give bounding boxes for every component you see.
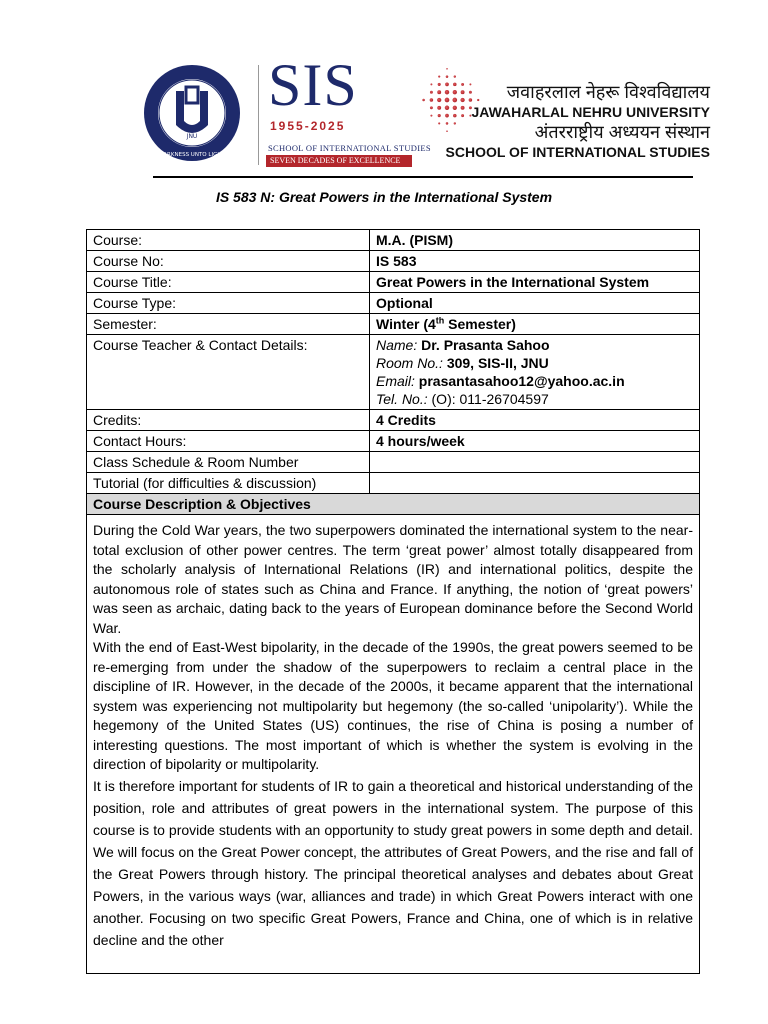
tel-value: (O): 011-26704597 xyxy=(431,391,549,407)
semester-value xyxy=(370,314,700,335)
description-text xyxy=(93,521,693,951)
school-name-hindi: अंतरराष्ट्रीय अध्ययन संस्थान xyxy=(534,122,710,142)
course-no-value: IS 583 xyxy=(370,251,700,272)
sis-school-name: SCHOOL OF INTERNATIONAL STUDIES xyxy=(268,143,431,153)
description-paragraph-2: With the end of East-West bipolarity, in the decade of the 1990s, the great powers seemed to be re-emerging from under the shadow of the superpowers to reclaim a central place in the discipline of IR. However, in the decade of the 2000s, it became apparent that the international system was experiencing not multipolarity but hegemony (the so-called ‘unipolarity’). While the hegemony of the United States (US) continues, the rise of China is posing a number of interesting questions. The most important of which is whether the system is evolving in the direction of bipolarity or multipolarity. xyxy=(93,639,693,772)
hours-value: 4 hours/week xyxy=(370,431,700,452)
table-row xyxy=(87,293,700,314)
svg-text:DARKNESS UNTO LIGHT: DARKNESS UNTO LIGHT xyxy=(159,152,225,158)
sis-tagline: SEVEN DECADES OF EXCELLENCE xyxy=(266,155,412,167)
name-label: Name: xyxy=(376,337,418,353)
table-row xyxy=(87,431,700,452)
table-row xyxy=(87,452,700,473)
room-label: Room No.: xyxy=(376,355,443,371)
hours-label: Contact Hours: xyxy=(87,431,370,452)
description-box xyxy=(86,509,700,974)
description-paragraph-1: During the Cold War years, the two superpowers dominated the international system to the near-total exclusion of other power centres. The term ‘great power’ almost totally disappeared from the scholarly analysis of International Relations (IR) and international politics, despite the autonomous role of states such as China and France. If anything, the notion of ‘great powers’ was seen as archaic, dating back to the years of European dominance before the Second World War. xyxy=(93,522,693,636)
sis-years: 1955-2025 xyxy=(270,119,346,133)
svg-text:JNU: JNU xyxy=(186,133,198,140)
schedule-label: Class Schedule & Room Number xyxy=(87,452,370,473)
teacher-name: Dr. Prasanta Sahoo xyxy=(421,337,550,353)
table-row xyxy=(87,473,700,494)
course-label: Course: xyxy=(87,230,370,251)
table-row xyxy=(87,335,700,410)
tel-label: Tel. No.: xyxy=(376,391,428,407)
table-row xyxy=(87,314,700,335)
table-row xyxy=(87,230,700,251)
semester-label: Semester: xyxy=(87,314,370,335)
schedule-value xyxy=(370,452,700,473)
document-title: IS 583 N: Great Powers in the International System xyxy=(215,189,553,205)
course-info-table xyxy=(86,229,700,515)
tutorial-value xyxy=(370,473,700,494)
course-title-value: Great Powers in the International System xyxy=(370,272,700,293)
semester-pre: Winter (4 xyxy=(376,316,436,332)
room-value: 309, SIS-II, JNU xyxy=(446,355,549,371)
tutorial-label: Tutorial (for difficulties & discussion) xyxy=(87,473,370,494)
course-type-value: Optional xyxy=(370,293,700,314)
jnu-seal-logo xyxy=(142,63,242,163)
university-name-english: JAWAHARLAL NEHRU UNIVERSITY xyxy=(471,104,710,120)
university-name-hindi: जवाहरलाल नेहरू विश्वविद्यालय xyxy=(506,82,710,102)
teacher-details xyxy=(370,335,700,410)
letterhead xyxy=(140,52,710,173)
section-header: Course Description & Objectives xyxy=(87,494,700,515)
school-name-english: SCHOOL OF INTERNATIONAL STUDIES xyxy=(445,144,710,160)
header-rule xyxy=(153,176,693,178)
table-row xyxy=(87,251,700,272)
credits-value: 4 Credits xyxy=(370,410,700,431)
table-row xyxy=(87,272,700,293)
course-no-label: Course No: xyxy=(87,251,370,272)
email-label: Email: xyxy=(376,373,415,389)
sis-logo-text: SIS xyxy=(268,52,358,118)
teacher-label: Course Teacher & Contact Details: xyxy=(87,335,370,410)
course-type-label: Course Type: xyxy=(87,293,370,314)
university-name-block xyxy=(440,81,710,161)
email-value: prasantasahoo12@yahoo.ac.in xyxy=(418,373,625,389)
semester-sup: th xyxy=(435,315,445,326)
credits-label: Credits: xyxy=(87,410,370,431)
description-paragraph-3: It is therefore important for students of IR to gain a theoretical and historical understanding of the position, role and attributes of great powers in the international system. The purpose of this course is to provide students with an opportunity to study great powers in some depth and detail. We will focus on the Great Power concept, the attributes of Great Powers, and the rise and fall of the Great Powers through history. The principal theoretical analyses and debates about Great Powers, in the various ways (war, alliances and trade) in which Great Powers interact with one another. Focusing on two specific Great Powers, France and China, one of which is in relative decline and the other xyxy=(93,777,693,948)
semester-post: Semester) xyxy=(444,316,516,332)
course-title-label: Course Title: xyxy=(87,272,370,293)
course-value: M.A. (PISM) xyxy=(370,230,700,251)
table-row xyxy=(87,410,700,431)
